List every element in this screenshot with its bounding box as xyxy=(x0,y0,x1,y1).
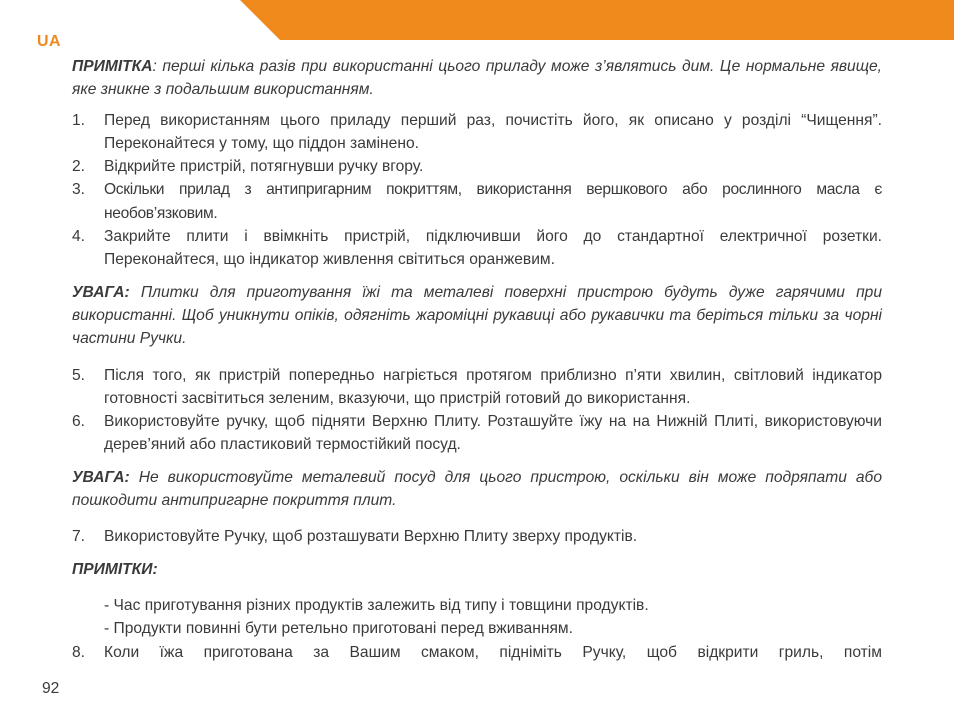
step-item xyxy=(72,364,882,411)
step-item xyxy=(72,410,882,457)
notes-label: ПРИМІТКИ: xyxy=(72,560,158,578)
step-text: Оскільки прилад з антипригарним покриттям, використання вершкового або рослинного масла є необов’язковим. xyxy=(104,181,882,222)
step-text: Закрийте плити і ввімкніть пристрій, підключивши його до стандартної електричної розетки. Переконайтеся, що індикатор живлення світиться оранжевим. xyxy=(104,228,882,269)
step-text: Коли їжа приготована за Вашим смаком, підніміть Ручку, щоб відкрити гриль, потім xyxy=(104,643,882,661)
warning-label: УВАГА: xyxy=(72,283,130,301)
step-item xyxy=(72,225,882,272)
step-text: Використовуйте ручку, щоб підняти Верхню Плиту. Розташуйте їжу на на Нижній Плиті, використовуючи дерев’яний або пластиковий термостійкий посуд. xyxy=(104,413,882,454)
step-number: 8. xyxy=(72,643,86,661)
step-item xyxy=(72,525,882,548)
notes-heading xyxy=(72,558,882,581)
step-number: 5. xyxy=(72,366,86,384)
step-number: 6. xyxy=(72,413,86,431)
step-item xyxy=(72,178,882,225)
step-item xyxy=(72,109,882,156)
step-text: Перед використанням цього приладу перший раз, почистіть його, як описано у розділі “Чищення”. Переконайтеся у тому, що піддон замінено. xyxy=(104,111,882,152)
language-label: UA xyxy=(37,33,62,50)
note-paragraph xyxy=(72,55,882,102)
notes-item: - Час приготування різних продуктів залежить від типу і товщини продуктів. xyxy=(104,596,649,614)
warning-paragraph xyxy=(72,466,882,513)
step-text: Після того, як пристрій попередньо нагріється протягом приблизно п’яти хвилин, світловий індикатор готовності засвітиться зеленим, вказуючи, що пристрій готовий до використання. xyxy=(104,366,882,407)
header-banner xyxy=(240,0,954,40)
step-item xyxy=(72,155,882,178)
page-number: 92 xyxy=(42,680,60,697)
step-number: 3. xyxy=(72,181,86,199)
step-number: 2. xyxy=(72,158,86,176)
step-number: 1. xyxy=(72,111,86,129)
step-item xyxy=(72,641,882,664)
notes-item: - Продукти повинні бути ретельно приготовані перед вживанням. xyxy=(104,620,573,638)
warning-label: УВАГА: xyxy=(72,468,130,486)
step-text: Відкрийте пристрій, потягнувши ручку вгору. xyxy=(104,158,424,176)
warning-text: Плитки для приготування їжі та металеві поверхні пристрою будуть дуже гарячими при використанні. Щоб уникнути опіків, одягніть жароміцні рукавиці або рукавички та беріться тільки за чорні частини Ручки. xyxy=(72,283,882,348)
note-label: ПРИМІТКА xyxy=(72,58,153,75)
step-number: 4. xyxy=(72,228,86,246)
step-number: 7. xyxy=(72,528,86,546)
warning-paragraph xyxy=(72,281,882,351)
note-text: : перші кілька разів при використанні цього приладу може з’являтись дим. Це нормальне явище, яке зникне з подальшим використанням. xyxy=(72,58,882,99)
step-text: Використовуйте Ручку, щоб розташувати Верхню Плиту зверху продуктів. xyxy=(104,528,638,546)
warning-text: Не використовуйте металевий посуд для цього пристрою, оскільки він може подряпати або пошкодити антипригарне покриття плит. xyxy=(72,468,882,510)
manual-body xyxy=(72,55,882,664)
